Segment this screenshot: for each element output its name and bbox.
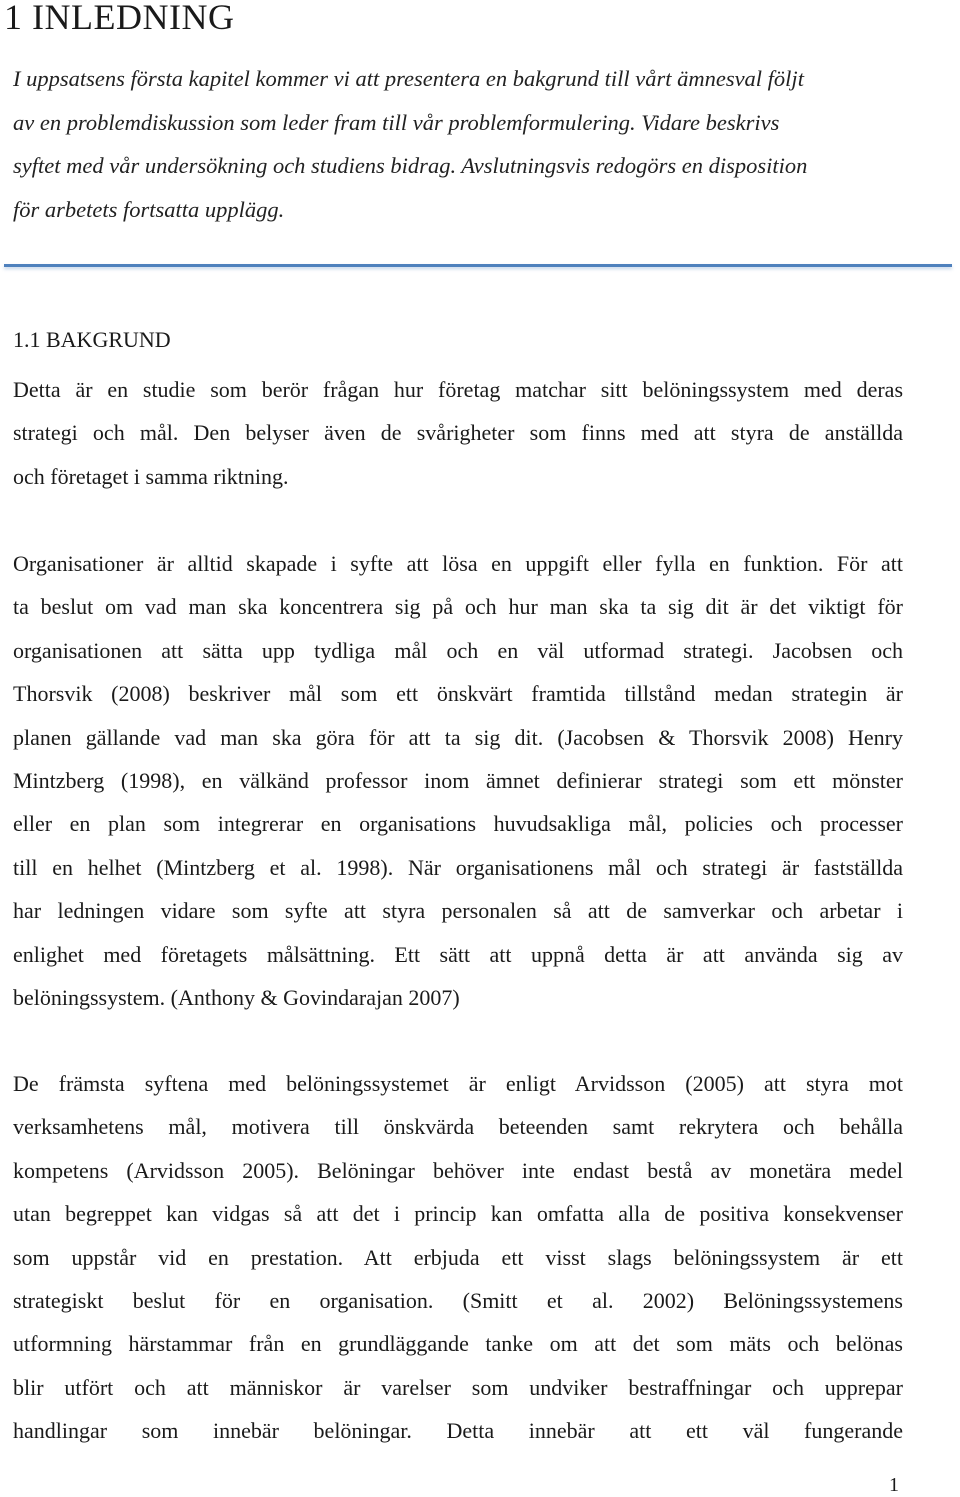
paragraph-line: utan begreppet kan vidgas så att det i princip kan omfatta alla de positiva konsekvenser — [13, 1201, 903, 1227]
paragraph-line: Detta är en studie som berör frågan hur företag matchar sitt belöningssystem med deras — [13, 377, 903, 402]
paragraph-line: organisationen att sätta upp tydliga mål och en väl utformad strategi. Jacobsen och — [13, 637, 903, 663]
paragraph-line: strategiskt beslut för en organisation. (Smitt et al. 2002) Belöningssystemens — [13, 1287, 903, 1313]
intro-line: av en problemdiskussion som leder fram till vår problemformulering. Vidare beskrivs — [13, 109, 780, 135]
paragraph-study-description — [13, 368, 903, 498]
paragraph-line: som uppstår vid en prestation. Att erbjuda ett visst slags belöningssystem är ett — [13, 1244, 903, 1270]
paragraph-line: har ledningen vidare som syfte att styra personalen så att de samverkar och arbetar i — [13, 898, 903, 924]
paragraph-line: till en helhet (Mintzberg et al. 1998). När organisationens mål och strategi är fastställda — [13, 854, 903, 880]
paragraph-line: eller en plan som integrerar en organisations huvudsakliga mål, policies och processer — [13, 811, 903, 837]
chapter-intro — [13, 57, 913, 231]
paragraph-line: De främsta syftena med belöningssystemet är enligt Arvidsson (2005) att styra mot — [13, 1071, 903, 1096]
paragraph-line: handlingar som innebär belöningar. Detta innebär att ett väl fungerande — [13, 1418, 903, 1444]
paragraph-line: Mintzberg (1998), en välkänd professor inom ämnet definierar strategi som ett mönster — [13, 767, 903, 793]
paragraph-line: ta beslut om vad man ska koncentrera sig på och hur man ska ta sig dit är det viktigt för — [13, 594, 903, 620]
paragraph-line: och företaget i samma riktning. — [13, 463, 289, 489]
paragraph-line: kompetens (Arvidsson 2005). Belöningar behöver inte endast bestå av monetära medel — [13, 1157, 903, 1183]
section-heading: 1.1 BAKGRUND — [13, 327, 171, 352]
paragraph-line: utformning härstammar från en grundläggande tanke om att det som mäts och belönas — [13, 1331, 903, 1357]
paragraph-line: Thorsvik (2008) beskriver mål som ett önskvärt framtida tillstånd medan strategin är — [13, 681, 903, 707]
paragraph-line: Organisationer är alltid skapade i syfte att lösa en uppgift eller fylla en funktion. För att — [13, 551, 903, 576]
intro-line: för arbetets fortsatta upplägg. — [13, 196, 285, 222]
paragraph-organisations — [13, 542, 903, 1019]
chapter-heading: 1 INLEDNING — [4, 0, 235, 37]
paragraph-line: verksamhetens mål, motivera till önskvärda beteenden samt rekrytera och behålla — [13, 1114, 903, 1140]
paragraph-line: strategi och mål. Den belyser även de svårigheter som finns med att styra de anställda — [13, 420, 903, 446]
paragraph-reward-systems — [13, 1062, 903, 1453]
paragraph-line: enlighet med företagets målsättning. Ett sätt att uppnå detta är att använda sig av — [13, 941, 903, 967]
paragraph-line: planen gällande vad man ska göra för att ta sig dit. (Jacobsen & Thorsvik 2008) Henry — [13, 724, 903, 750]
paragraph-line: belöningssystem. (Anthony & Govindarajan 2007) — [13, 984, 460, 1010]
intro-line: I uppsatsens första kapitel kommer vi att presentera en bakgrund till vårt ämnesval följt — [13, 66, 804, 91]
paragraph-line: blir utfört och att människor är varelser som undviker bestraffningar och upprepar — [13, 1374, 903, 1400]
section-divider — [4, 264, 952, 267]
page-number: 1 — [889, 1474, 899, 1496]
intro-line: syftet med vår undersökning och studiens bidrag. Avslutningsvis redogörs en disposition — [13, 153, 808, 178]
